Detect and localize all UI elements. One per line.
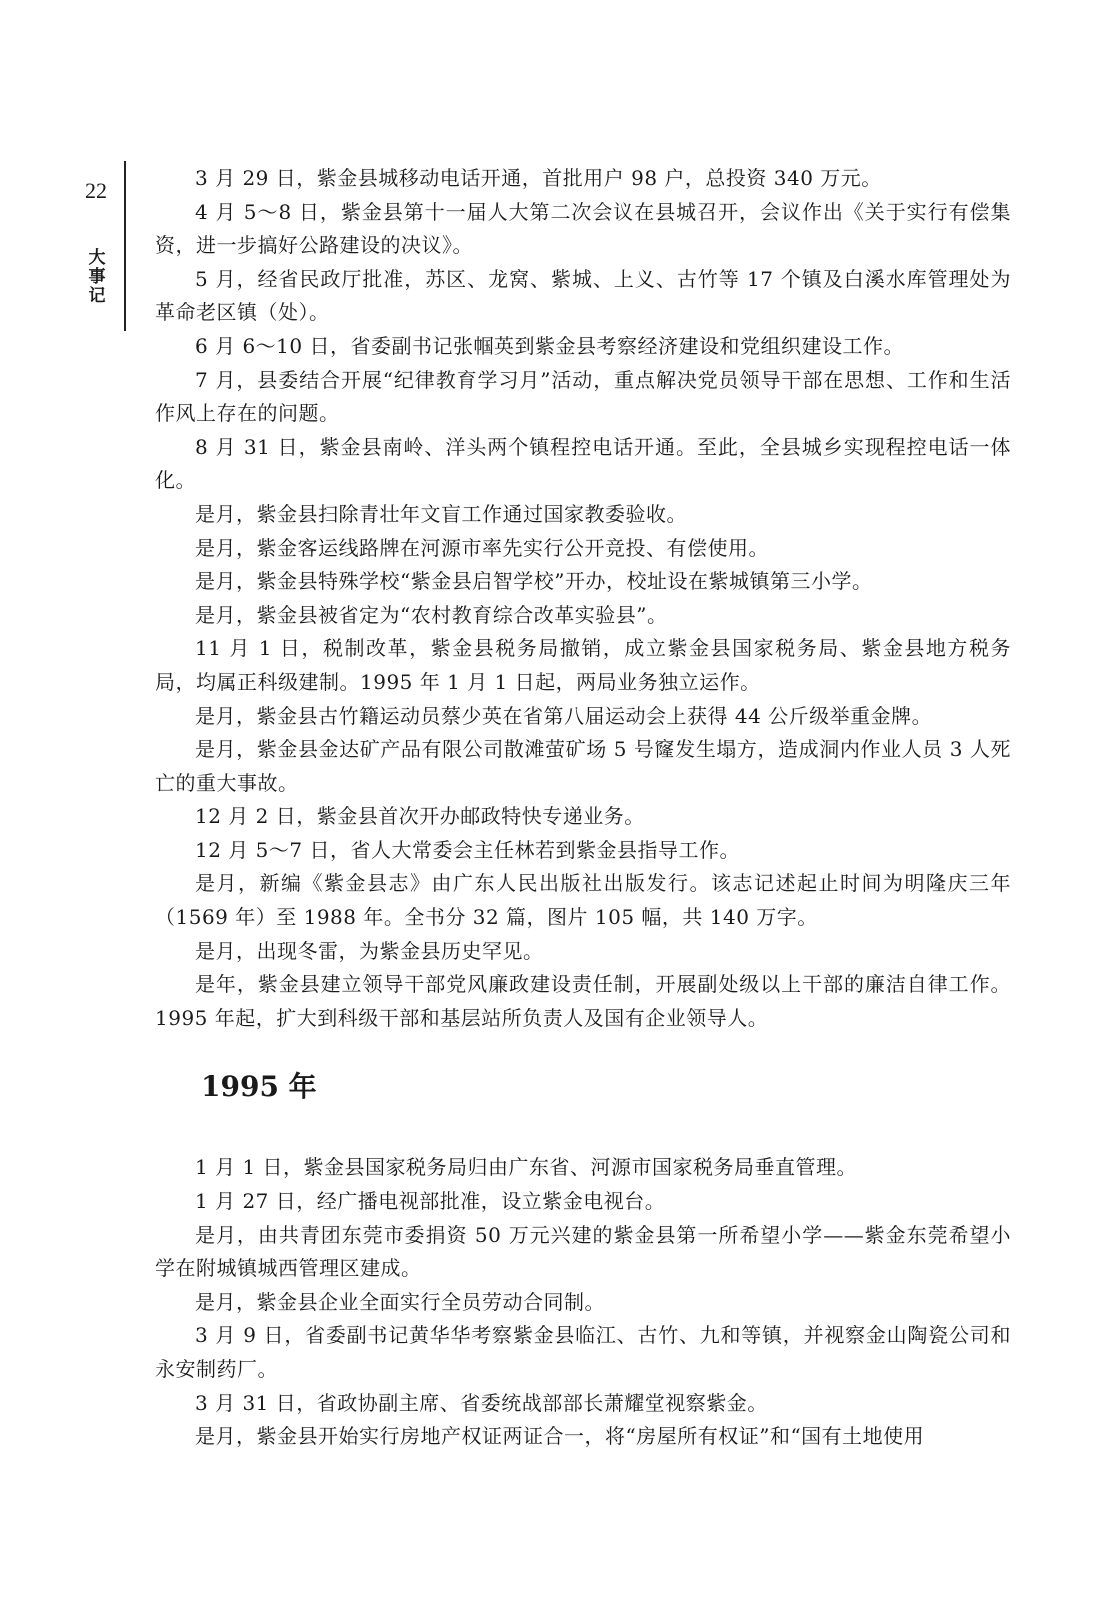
chronicle-entry: 8 月 31 日，紫金县南岭、洋头两个镇程控电话开通。至此，全县城乡实现程控电话一体化。 <box>155 434 1011 493</box>
chronicle-entry: 5 月，经省民政厅批准，苏区、龙窝、紫城、上义、古竹等 17 个镇及白溪水库管理处为革命老区镇（处）。 <box>155 266 1011 325</box>
chronicle-entry: 是年，紫金县建立领导干部党风廉政建设责任制，开展副处级以上干部的廉洁自律工作。1995 年起，扩大到科级干部和基层站所负责人及国有企业领导人。 <box>155 972 1011 1030</box>
chronicle-entry: 是月，紫金县古竹籍运动员蔡少英在省第八届运动会上获得 44 公斤级举重金牌。 <box>195 703 933 728</box>
running-head: 大事记 <box>88 248 106 306</box>
chronicle-entry: 3 月 29 日，紫金县城移动电话开通，首批用户 98 户，总投资 340 万元。 <box>195 166 882 190</box>
chronicle-entry: 11 月 1 日，税制改革，紫金县税务局撤销，成立紫金县国家税务局、紫金县地方税务局，均属正科级建制。1995 年 1 月 1 日起，两局业务独立运作。 <box>155 636 1011 694</box>
chronicle-entry: 是月，紫金县特殊学校“紫金县启智学校”开办，校址设在紫城镇第三小学。 <box>195 569 873 594</box>
chronicle-entry: 是月，紫金县企业全面实行全员劳动合同制。 <box>195 1289 605 1314</box>
page-margin <box>76 178 116 306</box>
chronicle-entry: 是月，紫金客运线路牌在河源市率先实行公开竞投、有偿使用。 <box>195 535 769 560</box>
page-body <box>155 162 1011 1454</box>
chronicle-entry: 是月，紫金县扫除青壮年文盲工作通过国家教委验收。 <box>195 501 687 526</box>
chronicle-entry: 是月，出现冬雷，为紫金县历史罕见。 <box>195 938 544 963</box>
chronicle-entry: 6 月 6～10 日，省委副书记张帼英到紫金县考察经济建设和党组织建设工作。 <box>195 333 904 358</box>
chronicle-entry: 3 月 31 日，省政协副主席、省委统战部部长萧耀堂视察紫金。 <box>195 1390 768 1415</box>
chronicle-entry: 是月，新编《紫金县志》由广东人民出版社出版发行。该志记述起止时间为明隆庆三年（1569 年）至 1988 年。全书分 32 篇，图片 105 幅，共 140 万字。 <box>155 871 1011 930</box>
chronicle-entry: 是月，紫金县开始实行房地产权证两证合一，将“房屋所有权证”和“国有土地使用 <box>195 1424 925 1449</box>
year-heading: 1995 年 <box>201 1070 317 1104</box>
entries-1995 <box>155 1151 1011 1453</box>
entries-1994 <box>155 162 1011 1035</box>
chronicle-entry: 12 月 5～7 日，省人大常委会主任林若到紫金县指导工作。 <box>195 837 740 862</box>
chronicle-entry: 是月，紫金县被省定为“农村教育综合改革实验县”。 <box>195 602 668 627</box>
chronicle-entry: 是月，由共青团东莞市委捐资 50 万元兴建的紫金县第一所希望小学——紫金东莞希望小学在附城镇城西管理区建成。 <box>155 1222 1011 1281</box>
chronicle-entry: 3 月 9 日，省委副书记黄华华考察紫金县临江、古竹、九和等镇，并视察金山陶瓷公司和永安制药厂。 <box>155 1323 1011 1381</box>
margin-rule <box>124 161 126 331</box>
chronicle-entry: 4 月 5～8 日，紫金县第十一届人大第二次会议在县城召开，会议作出《关于实行有偿集资，进一步搞好公路建设的决议》。 <box>155 199 1011 258</box>
chronicle-entry: 1 月 27 日，经广播电视部批准，设立紫金电视台。 <box>195 1189 666 1214</box>
chronicle-entry: 12 月 2 日，紫金县首次开办邮政特快专递业务。 <box>195 804 645 829</box>
chronicle-entry: 是月，紫金县金达矿产品有限公司散滩萤矿场 5 号窿发生塌方，造成洞内作业人员 3 人死亡的重大事故。 <box>155 737 1011 795</box>
chronicle-entry: 1 月 1 日，紫金县国家税务局归由广东省、河源市国家税务局垂直管理。 <box>195 1155 858 1180</box>
chronicle-entry: 7 月，县委结合开展“纪律教育学习月”活动，重点解决党员领导干部在思想、工作和生活作风上存在的问题。 <box>155 367 1011 426</box>
page-number: 22 <box>85 178 107 203</box>
